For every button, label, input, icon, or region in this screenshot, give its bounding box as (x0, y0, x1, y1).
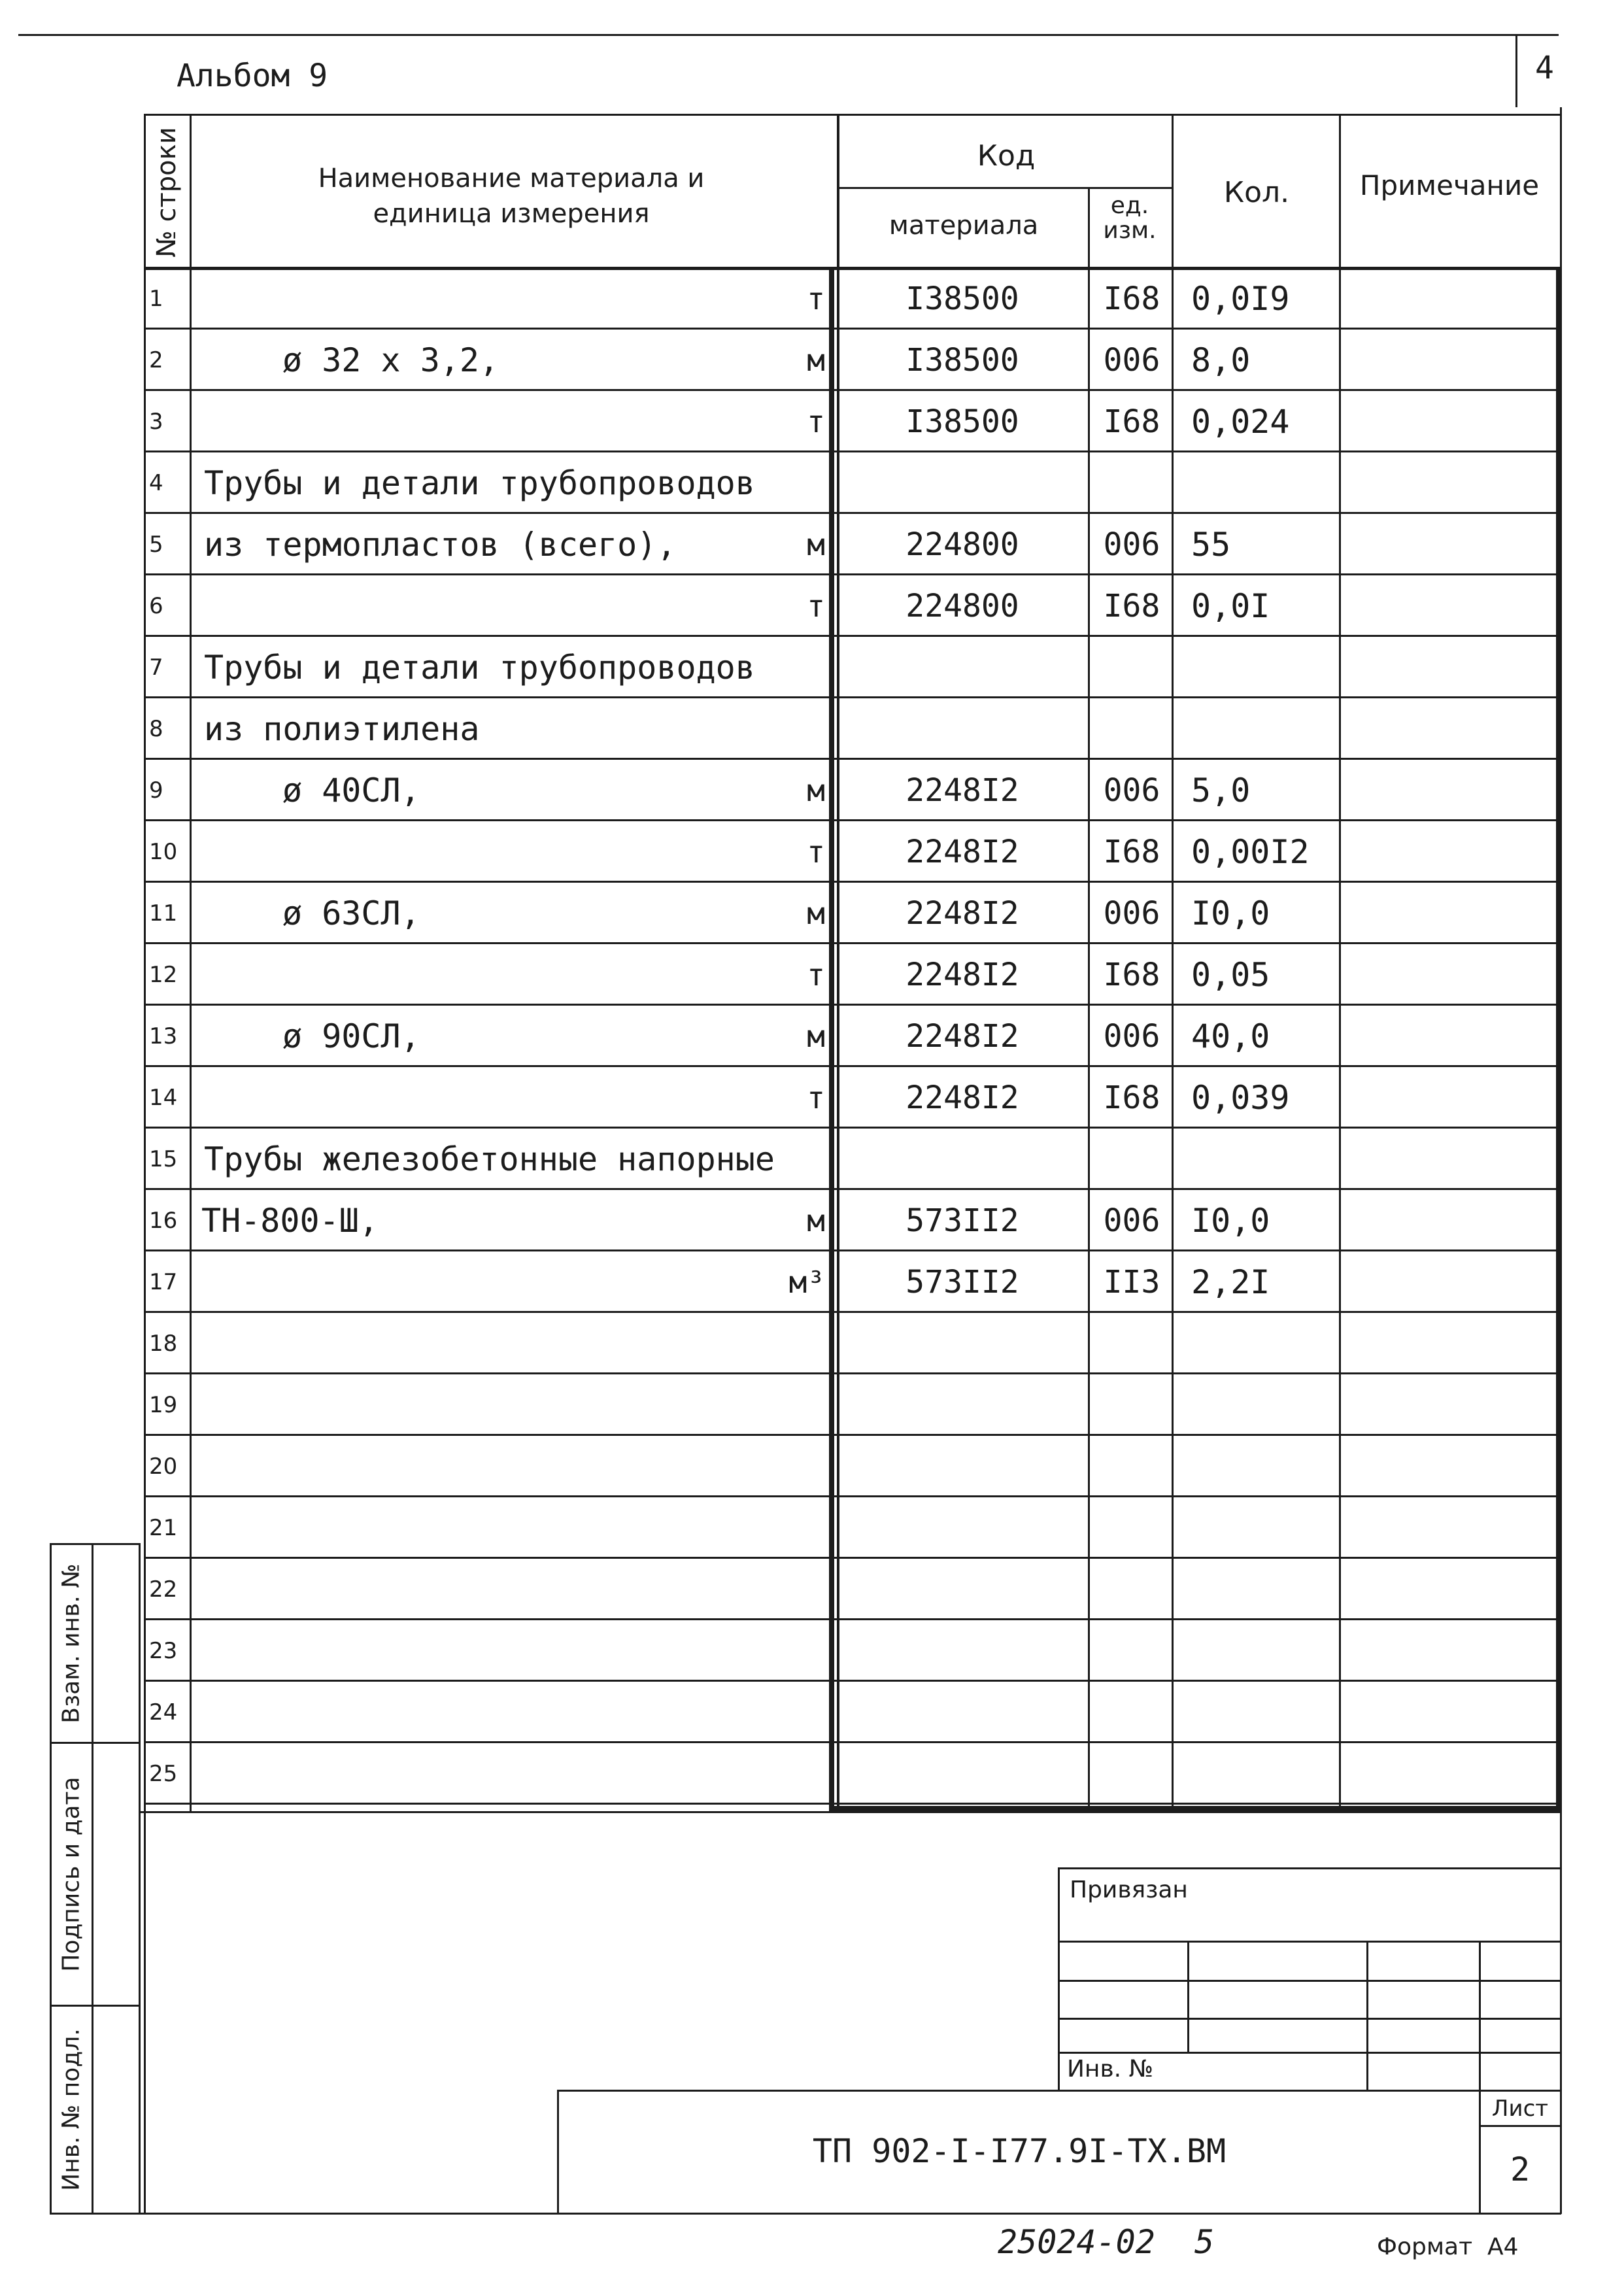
row-number: 9 (149, 777, 163, 804)
material-code: 2248I2 (905, 895, 1019, 932)
table-row (145, 698, 1559, 760)
doc-code-box-left (557, 2090, 559, 2214)
note (1343, 514, 1552, 575)
material-code (838, 1620, 1087, 1682)
unit-symbol: т (807, 957, 825, 993)
material-code: 2248I2 (905, 957, 1019, 993)
material-code: 2248I2 (905, 1018, 1019, 1055)
table-row (145, 575, 1559, 637)
row-number: 16 (149, 1208, 178, 1234)
table-row (145, 944, 1559, 1006)
quantity (1191, 1559, 1348, 1620)
row-number: 2 (149, 347, 163, 373)
table-row (145, 1559, 1559, 1620)
note (1343, 1374, 1552, 1436)
unit-symbol (720, 637, 825, 698)
table-bottom-line (140, 1811, 1561, 1813)
unit-code: 006 (1103, 1202, 1160, 1239)
sheet-label: Лист (1491, 2096, 1549, 2122)
material-code (838, 1374, 1087, 1436)
quantity (1191, 1620, 1348, 1682)
format-label: Формат А4 (1377, 2234, 1519, 2260)
row-number: 13 (149, 1023, 178, 1049)
table-top-line (145, 114, 1560, 116)
material-code: I38500 (905, 403, 1019, 440)
note (1343, 760, 1552, 821)
row-number: 4 (149, 470, 163, 496)
unit-code (1091, 1497, 1173, 1559)
unit-symbol: т (807, 834, 825, 870)
table-row (145, 883, 1559, 944)
header-quantity: Кол. (1223, 175, 1290, 209)
table-row (145, 1251, 1559, 1313)
row-number: 11 (149, 900, 178, 926)
material-name: из полиэтилена (204, 710, 480, 748)
title-block-top-line (1058, 1867, 1561, 1869)
unit-symbol (720, 1559, 825, 1620)
quantity: 8,0 (1191, 341, 1251, 379)
row-number: 19 (149, 1392, 178, 1418)
vzam-inv-label: Взам. инв. № (58, 1563, 85, 1724)
material-name: ТН-800-Ш, (201, 1202, 379, 1240)
header-material: материала (888, 211, 1039, 241)
material-code: 224800 (905, 526, 1019, 563)
material-code (838, 1129, 1087, 1190)
table-row (145, 268, 1559, 330)
material-code (838, 1743, 1087, 1805)
quantity (1191, 698, 1348, 760)
header-code-split (837, 187, 1173, 189)
material-name: ø 40СЛ, (282, 772, 420, 809)
row-number: 21 (149, 1515, 178, 1541)
quantity: 40,0 (1191, 1017, 1270, 1055)
document-code: ТП 902-I-I77.9I-ТХ.ВМ (812, 2132, 1226, 2170)
row-number: 20 (149, 1454, 178, 1480)
unit-code (1091, 1620, 1173, 1682)
title-block-row-1 (1058, 1941, 1561, 1943)
quantity (1191, 1129, 1348, 1190)
unit-code (1091, 1559, 1173, 1620)
table-row (145, 1620, 1559, 1682)
note (1343, 637, 1552, 698)
table-row (145, 452, 1559, 514)
unit-symbol (720, 452, 825, 514)
unit-symbol: т (807, 1080, 825, 1115)
unit-code (1091, 1374, 1173, 1436)
row-number: 23 (149, 1638, 178, 1664)
note (1343, 268, 1552, 330)
page-number: 4 (1535, 50, 1554, 86)
unit-code: 006 (1103, 1018, 1160, 1055)
sheet-label-split (1479, 2125, 1561, 2127)
unit-code: I68 (1103, 834, 1160, 870)
unit-symbol (720, 1129, 825, 1190)
unit-code (1091, 1743, 1173, 1805)
header-note: Примечание (1359, 169, 1540, 201)
unit-code (1091, 637, 1173, 698)
material-code (838, 452, 1087, 514)
material-name: ø 32 x 3,2, (282, 341, 499, 379)
table-row (145, 1743, 1559, 1805)
row-number: 25 (149, 1761, 178, 1787)
note (1343, 391, 1552, 452)
quantity (1191, 1374, 1348, 1436)
quantity: I0,0 (1191, 1202, 1270, 1240)
row-number: 18 (149, 1331, 178, 1357)
material-code (838, 1313, 1087, 1374)
album-label: Альбом 9 (177, 58, 328, 94)
material-code: 2248I2 (905, 772, 1019, 809)
table-row (145, 637, 1559, 698)
note (1343, 1436, 1552, 1497)
note (1343, 1497, 1552, 1559)
row-number: 24 (149, 1699, 178, 1726)
material-code (838, 1436, 1087, 1497)
material-code (838, 1559, 1087, 1620)
unit-code: I68 (1103, 403, 1160, 440)
row-number: 5 (149, 532, 163, 558)
row-number: 22 (149, 1576, 178, 1603)
title-block-row-2 (1058, 1980, 1561, 1982)
sheet-number: 2 (1510, 2150, 1531, 2188)
quantity: 5,0 (1191, 772, 1251, 809)
unit-code: 006 (1103, 526, 1160, 563)
title-block-col-2 (1366, 1941, 1368, 2090)
quantity: 2,2I (1191, 1263, 1270, 1301)
quantity (1191, 452, 1348, 514)
note (1343, 1129, 1552, 1190)
material-code: 224800 (905, 588, 1019, 624)
unit-code: 006 (1103, 342, 1160, 379)
note (1343, 1682, 1552, 1743)
unit-code: I68 (1103, 588, 1160, 624)
unit-symbol: т (807, 281, 825, 316)
header-code: Код (977, 139, 1036, 173)
note (1343, 883, 1552, 944)
unit-symbol: м (807, 343, 825, 378)
table-row (145, 760, 1559, 821)
unit-symbol: т (807, 588, 825, 624)
material-name: ø 63СЛ, (282, 894, 420, 932)
table-row (145, 1067, 1559, 1129)
unit-symbol: м (807, 1019, 825, 1054)
thick-box-bottom (829, 1806, 1561, 1811)
inv-no-label: Инв. № (1067, 2056, 1154, 2082)
note (1343, 698, 1552, 760)
note (1343, 1067, 1552, 1129)
row-number: 1 (149, 286, 163, 312)
unit-symbol: м (807, 896, 825, 931)
unit-symbol: м (807, 1203, 825, 1238)
unit-code: 006 (1103, 895, 1160, 932)
note (1343, 1006, 1552, 1067)
material-code (838, 1497, 1087, 1559)
material-code (838, 1682, 1087, 1743)
material-code: I38500 (905, 280, 1019, 317)
table-row (145, 1682, 1559, 1743)
row-number: 12 (149, 962, 178, 988)
unit-code: I68 (1103, 280, 1160, 317)
unit-symbol: м³ (788, 1265, 825, 1300)
side-stamp-bottom-line (50, 2213, 140, 2215)
quantity (1191, 637, 1348, 698)
row-number: 6 (149, 593, 163, 619)
header-row-number: № строки (152, 127, 182, 258)
quantity: 0,00I2 (1191, 833, 1310, 871)
material-code: 2248I2 (905, 834, 1019, 870)
row-number: 7 (149, 654, 163, 681)
unit-code (1091, 1682, 1173, 1743)
inv-podl-label: Инв. № подл. (58, 2028, 85, 2191)
table-row (145, 391, 1559, 452)
unit-code: 006 (1103, 772, 1160, 809)
material-name: Трубы и детали трубопроводов (204, 649, 755, 687)
unit-symbol (720, 1313, 825, 1374)
quantity: I0,0 (1191, 894, 1270, 932)
unit-code: I68 (1103, 1080, 1160, 1116)
top-border-line (18, 34, 1559, 36)
row-number: 17 (149, 1269, 178, 1295)
title-block-row-3 (1058, 2018, 1561, 2020)
row-number: 8 (149, 716, 163, 742)
material-code (838, 637, 1087, 698)
note (1343, 821, 1552, 883)
unit-code (1091, 1129, 1173, 1190)
handwritten-number: 25024-02 5 (998, 2223, 1215, 2261)
unit-symbol (720, 1374, 825, 1436)
title-block-col-1 (1187, 1941, 1189, 2052)
unit-code (1091, 1313, 1173, 1374)
unit-code (1091, 452, 1173, 514)
table-row (145, 1374, 1559, 1436)
note (1343, 330, 1552, 391)
page-number-divider (1515, 34, 1517, 107)
note (1343, 575, 1552, 637)
side-stamp-mid-line (92, 1543, 93, 2214)
material-code (838, 698, 1087, 760)
material-code: 2248I2 (905, 1080, 1019, 1116)
quantity (1191, 1743, 1348, 1805)
row-number: 15 (149, 1146, 178, 1172)
quantity: 0,039 (1191, 1079, 1290, 1117)
note (1343, 1620, 1552, 1682)
quantity: 0,0I (1191, 587, 1270, 625)
unit-symbol (720, 698, 825, 760)
note (1343, 1190, 1552, 1251)
note (1343, 944, 1552, 1006)
note (1343, 452, 1552, 514)
table-row (145, 1497, 1559, 1559)
quantity: 0,0I9 (1191, 280, 1290, 318)
row-number: 14 (149, 1085, 178, 1111)
unit-code: II3 (1103, 1264, 1160, 1300)
unit-symbol: т (807, 404, 825, 439)
privyazan-label: Привязан (1070, 1877, 1188, 1903)
material-name: из термопластов (всего), (204, 526, 677, 564)
note (1343, 1251, 1552, 1313)
unit-symbol (720, 1497, 825, 1559)
material-code: I38500 (905, 342, 1019, 379)
quantity (1191, 1682, 1348, 1743)
doc-code-box-top (557, 2090, 1561, 2092)
unit-symbol (720, 1682, 825, 1743)
unit-code (1091, 1436, 1173, 1497)
frame-bottom-line (139, 2213, 1561, 2215)
quantity (1191, 1497, 1348, 1559)
material-name: Трубы и детали трубопроводов (204, 464, 755, 502)
row-number: 10 (149, 839, 178, 865)
material-name: Трубы железобетонные напорные (204, 1140, 775, 1178)
quantity (1191, 1313, 1348, 1374)
table-row (145, 1190, 1559, 1251)
note (1343, 1743, 1552, 1805)
side-stamp-right-line (139, 1543, 141, 2214)
material-code: 573II2 (905, 1264, 1019, 1300)
quantity (1191, 1436, 1348, 1497)
table-row (145, 514, 1559, 575)
table-row (145, 1436, 1559, 1497)
material-name: ø 90СЛ, (282, 1017, 420, 1055)
quantity: 0,05 (1191, 956, 1270, 994)
unit-symbol (720, 1436, 825, 1497)
title-block-row-4 (1058, 2052, 1561, 2054)
podpis-data-label: Подпись и дата (58, 1776, 85, 1972)
unit-code: I68 (1103, 957, 1160, 993)
header-unit: ед. изм. (1103, 192, 1157, 244)
table-row (145, 1313, 1559, 1374)
unit-symbol: м (807, 527, 825, 562)
header-name: Наименование материала и единица измерения (318, 163, 705, 229)
table-row (145, 1129, 1559, 1190)
table-row (145, 821, 1559, 883)
quantity: 55 (1191, 526, 1231, 564)
unit-symbol (720, 1620, 825, 1682)
material-code: 573II2 (905, 1202, 1019, 1239)
note (1343, 1313, 1552, 1374)
table-row (145, 330, 1559, 391)
unit-symbol: м (807, 773, 825, 808)
quantity: 0,024 (1191, 403, 1290, 441)
note (1343, 1559, 1552, 1620)
row-number: 3 (149, 409, 163, 435)
table-row (145, 1006, 1559, 1067)
title-block-left-line (1058, 1867, 1060, 2090)
unit-symbol (720, 1743, 825, 1805)
unit-code (1091, 698, 1173, 760)
